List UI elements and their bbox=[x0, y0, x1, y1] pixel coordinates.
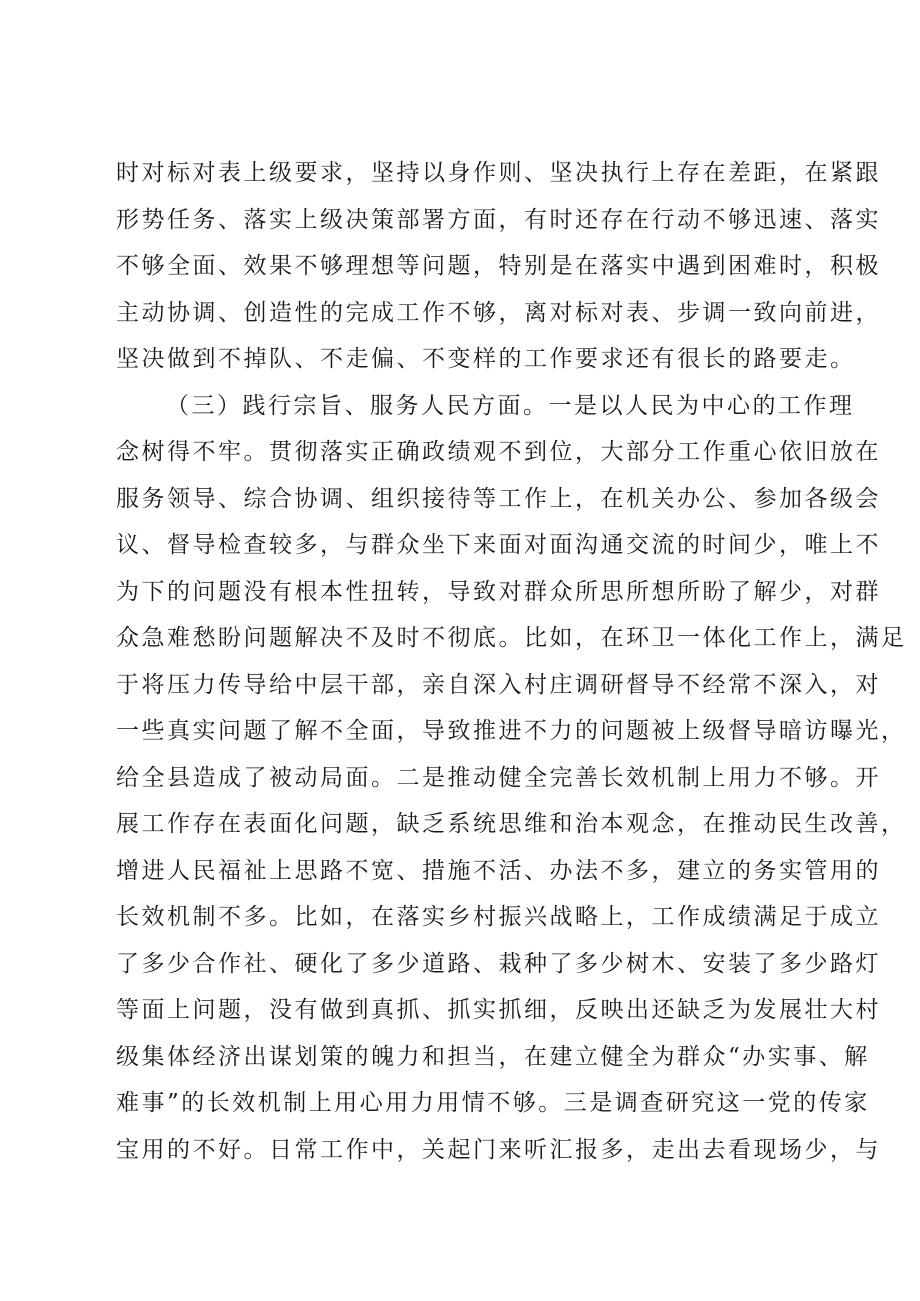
text-line-21: 难事”的长效机制上用心用力用情不够。三是调查研究这一党的传家 bbox=[116, 1090, 870, 1116]
body-text bbox=[116, 150, 907, 1173]
text-line-9: 议、督导检查较多，与群众坐下来面对面沟通交流的时间少，唯上不 bbox=[116, 532, 881, 558]
text-line-16: 增进人民福祉上思路不宽、措施不活、办法不多，建立的务实管用的 bbox=[116, 857, 881, 884]
text-line-20: 级集体经济出谋划策的魄力和担当，在建立健全为群众“办实事、解 bbox=[116, 1043, 870, 1070]
section-heading-line: （三）践行宗旨、服务人民方面。一是以人民为中心的工作理 bbox=[166, 392, 855, 419]
text-line-17: 长效机制不多。比如，在落实乡村振兴战略上，工作成绩满足于成立 bbox=[116, 904, 881, 930]
text-line-12: 于将压力传导给中层干部，亲自深入村庄调研督导不经常不深入，对 bbox=[116, 671, 881, 698]
text-line-18: 了多少合作社、硬化了多少道路、栽种了多少树木、安装了多少路灯 bbox=[116, 950, 881, 977]
text-line-1: 时对标对表上级要求，坚持以身作则、坚决执行上存在差距，在紧跟 bbox=[116, 160, 881, 186]
text-line-5: 坚决做到不掉队、不走偏、不变样的工作要求还有很长的路要走。 bbox=[116, 346, 856, 372]
text-line-15: 展工作存在表面化问题，缺乏系统思维和治本观念，在推动民生改善， bbox=[116, 811, 907, 837]
text-line-7: 念树得不牢。贯彻落实正确政绩观不到位，大部分工作重心依旧放在 bbox=[116, 439, 881, 465]
text-line-2: 形势任务、落实上级决策部署方面，有时还存在行动不够迅速、落实 bbox=[116, 206, 881, 233]
text-line-19: 等面上问题，没有做到真抓、抓实抓细，反映出还缺乏为发展壮大村 bbox=[116, 997, 881, 1023]
text-line-11: 众急难愁盼问题解决不及时不彻底。比如，在环卫一体化工作上，满足 bbox=[116, 625, 907, 651]
text-line-4: 主动协调、创造性的完成工作不够，离对标对表、步调一致向前进， bbox=[116, 299, 881, 326]
text-line-14: 给全县造成了被动局面。二是推动健全完善长效机制上用力不够。开 bbox=[116, 764, 881, 791]
text-line-8: 服务领导、综合协调、组织接待等工作上，在机关办公、参加各级会 bbox=[116, 485, 881, 512]
text-line-10: 为下的问题没有根本性扭转，导致对群众所思所想所盼了解少，对群 bbox=[116, 578, 881, 605]
text-line-3: 不够全面、效果不够理想等问题，特别是在落实中遇到困难时，积极 bbox=[116, 253, 881, 279]
text-line-13: 一些真实问题了解不全面，导致推进不力的问题被上级督导暗访曝光， bbox=[116, 718, 907, 744]
text-line-22: 宝用的不好。日常工作中，关起门来听汇报多，走出去看现场少，与 bbox=[116, 1136, 881, 1163]
